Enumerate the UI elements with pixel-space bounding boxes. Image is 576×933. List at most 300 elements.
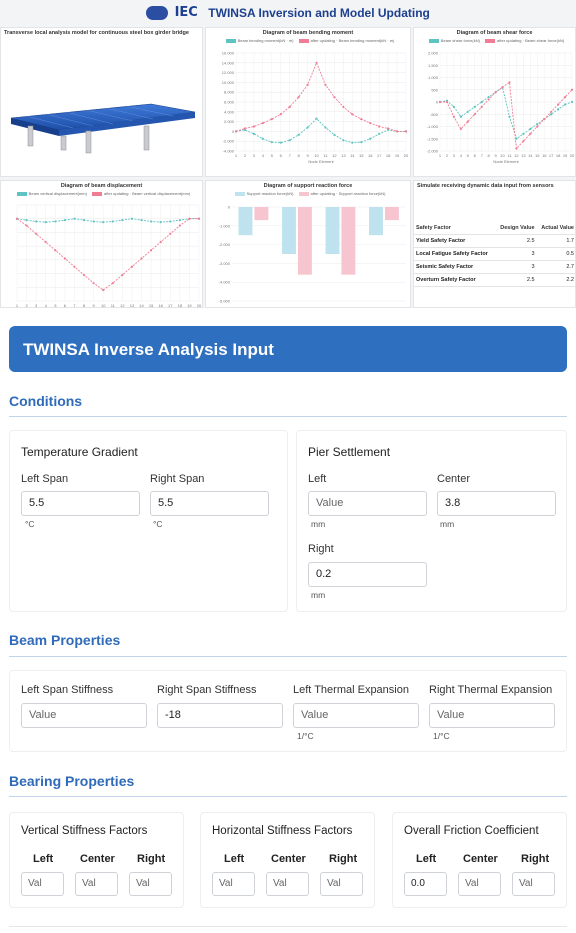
y-tick-label: -2.000 (426, 148, 438, 154)
bridge-model-image (1, 46, 204, 176)
table-cell: Local Fatigue Safety Factor (414, 248, 495, 261)
table-cell: 1.7 (537, 235, 576, 248)
data-point (333, 134, 335, 136)
x-tick-label: 19 (562, 153, 568, 158)
data-point (446, 101, 448, 103)
shear-title: Diagram of beam shear force (456, 30, 533, 36)
x-tick-label: 17 (548, 153, 554, 158)
data-point (150, 220, 152, 222)
x-tick-label: 7 (288, 153, 291, 158)
data-point (508, 81, 510, 83)
bar (239, 207, 253, 235)
bar (254, 207, 268, 220)
data-point (298, 134, 300, 136)
y-tick-label: 2.000 (223, 119, 234, 125)
model-panel (0, 27, 203, 177)
x-tick-label: 16 (541, 153, 547, 158)
x-tick-label: 12 (120, 303, 125, 308)
pier-center-unit: mm (440, 519, 455, 529)
x-tick-label: 3 (252, 153, 256, 158)
model-panel-title: Transverse local analysis model for continuous steel box girder bridge (4, 30, 189, 36)
data-point (306, 126, 308, 128)
legend-swatch-blue (235, 192, 245, 196)
bottom-divider (9, 926, 567, 927)
x-tick-label: 7 (73, 303, 76, 308)
data-point (16, 218, 18, 220)
right-stiffness-label: Right Span Stiffness (157, 684, 257, 696)
data-point (280, 142, 282, 144)
bar (298, 207, 312, 275)
data-point (508, 116, 510, 118)
pier-center-input[interactable]: 3.8 (437, 491, 556, 516)
x-tick-label: 16 (367, 153, 373, 158)
y-tick-label: 500 (431, 87, 438, 93)
x-tick-label: 5 (466, 153, 469, 158)
data-point (262, 138, 264, 140)
data-point (253, 125, 255, 127)
y-tick-label: -1.000 (218, 223, 230, 229)
friction-center-input[interactable]: Val (458, 872, 501, 896)
data-point (64, 219, 66, 221)
data-point (271, 141, 273, 143)
x-tick-label: 10 (314, 153, 319, 158)
horizontal-center-label: Center (271, 853, 306, 865)
data-point (571, 89, 573, 91)
section-divider (9, 416, 567, 417)
x-tick-label: 7 (480, 153, 483, 158)
data-point (474, 113, 476, 115)
right-span-label: Right Span (150, 473, 205, 485)
data-point (160, 221, 162, 223)
x-tick-label: 18 (177, 303, 183, 308)
data-point (140, 257, 142, 259)
bar (341, 207, 355, 275)
section-divider (9, 796, 567, 797)
legend-swatch-teal (226, 39, 236, 43)
data-point (306, 84, 308, 86)
data-point (488, 96, 490, 98)
data-point (169, 233, 171, 235)
data-point (131, 218, 133, 220)
data-point (515, 147, 517, 149)
vertical-center-label: Center (80, 853, 115, 865)
series-line (236, 63, 406, 132)
y-tick-label: 10.000 (221, 79, 234, 85)
x-tick-label: 2 (25, 303, 28, 308)
data-point (360, 141, 362, 143)
x-tick-label: 19 (187, 303, 192, 308)
reaction-title: Diagram of support reaction force (263, 183, 353, 189)
iec-logo-icon (146, 6, 168, 20)
data-point (351, 113, 353, 115)
table-cell: 3 (495, 261, 536, 274)
data-point (25, 224, 27, 226)
data-point (501, 86, 503, 88)
y-tick-label: 0 (435, 99, 438, 105)
x-tick-label: 12 (514, 153, 519, 158)
data-point (102, 289, 104, 291)
data-point (35, 220, 37, 222)
y-tick-label: 1.500 (427, 62, 438, 68)
pier-right-input[interactable]: 0.2 (308, 562, 427, 587)
legend-swatch-pink (299, 192, 309, 196)
x-tick-label: 12 (332, 153, 337, 158)
reaction-panel (205, 180, 411, 308)
data-point (83, 274, 85, 276)
right-thermal-expansion-input[interactable]: Value (429, 703, 555, 728)
left-stiffness-label: Left Span Stiffness (21, 684, 114, 696)
x-tick-label: 4 (459, 153, 462, 158)
table-cell: 2.5 (495, 274, 536, 287)
left-span-label: Left Span (21, 473, 69, 485)
pier-center-label: Center (437, 473, 471, 485)
y-tick-label: 2.000 (427, 50, 438, 56)
data-point (54, 220, 56, 222)
x-tick-label: 9 (494, 153, 497, 158)
temp-left-span-input[interactable]: 5.5 (21, 491, 140, 516)
table-cell: Overturn Safety Factor (414, 274, 495, 287)
dashboard-preview (0, 0, 576, 308)
displacement-chart (1, 197, 204, 309)
data-point (324, 126, 326, 128)
y-tick-label: 6.000 (223, 99, 234, 105)
pier-right-unit: mm (311, 590, 326, 600)
right-thermal-label: Right Thermal Expansion (429, 684, 553, 696)
data-point (481, 101, 483, 103)
temp-left-unit: °C (25, 519, 35, 529)
x-tick-label: 11 (110, 303, 115, 308)
x-tick-label: 18 (555, 153, 561, 158)
x-tick-label: 6 (279, 153, 282, 158)
data-point (271, 118, 273, 120)
data-point (150, 249, 152, 251)
x-tick-label: 11 (507, 153, 512, 158)
bearing-section-title: Bearing Properties (9, 773, 135, 789)
vertical-left-label: Left (33, 853, 54, 865)
y-tick-label: -1.500 (426, 136, 438, 142)
data-point (396, 130, 398, 132)
data-point (522, 133, 524, 135)
shear-chart (414, 45, 576, 177)
conditions-section-title: Conditions (9, 393, 83, 409)
temp-right-span-input[interactable]: 5.5 (150, 491, 269, 516)
y-tick-label: 0 (227, 204, 230, 210)
data-point (460, 116, 462, 118)
x-tick-label: 9 (92, 303, 95, 308)
brand-logo-text: IEC (174, 5, 198, 21)
right-thermal-unit: 1/°C (433, 731, 450, 741)
x-tick-label: 1 (234, 153, 238, 158)
friction-center-label: Center (463, 853, 498, 865)
x-tick-label: 3 (452, 153, 456, 158)
table-cell: 2.5 (495, 235, 536, 248)
data-point (93, 220, 95, 222)
form-title: TWINSA Inverse Analysis Input (23, 340, 274, 359)
y-tick-label: -5.000 (218, 298, 230, 304)
bar (326, 207, 340, 254)
horizontal-right-label: Right (329, 853, 358, 865)
vertical-left-input[interactable]: Val (21, 872, 64, 896)
pier-left-input[interactable]: Value (308, 491, 427, 516)
data-point (315, 62, 317, 64)
y-tick-label: -500 (429, 111, 438, 117)
data-point (102, 221, 104, 223)
series-line (440, 87, 572, 138)
data-point (488, 98, 490, 100)
data-point (315, 118, 317, 120)
data-point (73, 218, 75, 220)
horizontal-right-input[interactable]: Val (320, 872, 363, 896)
x-tick-label: 14 (350, 153, 355, 158)
left-thermal-expansion-input[interactable]: Value (293, 703, 419, 728)
brand-bar (0, 4, 576, 26)
data-point (550, 111, 552, 113)
data-point (550, 113, 552, 115)
legend-swatch-teal (17, 192, 27, 196)
vertical-right-label: Right (137, 853, 166, 865)
data-point (235, 130, 237, 132)
x-tick-label: 10 (100, 303, 106, 308)
data-point (387, 127, 389, 129)
displacement-title: Diagram of beam displacement (60, 183, 143, 189)
horizontal-stiffness-title: Horizontal Stiffness Factors (212, 825, 353, 837)
data-point (405, 130, 407, 132)
y-tick-label: 12.000 (221, 70, 234, 76)
pier-left-unit: mm (311, 519, 326, 529)
moment-title: Diagram of beam bending moment (262, 30, 354, 36)
x-tick-label: 14 (528, 153, 533, 158)
left-span-stiffness-input[interactable]: Value (21, 703, 147, 728)
moment-panel (205, 27, 411, 177)
data-point (45, 221, 47, 223)
horizontal-left-label: Left (224, 853, 245, 865)
friction-title: Overall Friction Coefficient (404, 825, 539, 837)
x-axis-label: Node Element (308, 159, 334, 164)
data-point (131, 266, 133, 268)
legend-label: Beam bending moment(kN · m) (237, 38, 294, 43)
moment-chart (206, 45, 412, 177)
data-point (121, 274, 123, 276)
data-point (529, 133, 531, 135)
reaction-chart (206, 197, 412, 309)
table-cell: 0.5 (537, 248, 576, 261)
y-tick-label: 8.000 (223, 89, 234, 95)
x-tick-label: 13 (129, 303, 135, 308)
pier-left-label: Left (308, 473, 327, 485)
data-point (557, 103, 559, 105)
x-tick-label: 8 (82, 303, 86, 308)
legend-label: Beam shear force(kN) (440, 38, 480, 43)
data-point (179, 224, 181, 226)
table-row (414, 261, 576, 274)
data-point (83, 219, 85, 221)
x-tick-label: 17 (376, 153, 382, 158)
series-line (17, 219, 199, 290)
left-thermal-label: Left Thermal Expansion (293, 684, 409, 696)
y-tick-label: -3.000 (218, 260, 230, 266)
data-point (179, 219, 181, 221)
x-tick-label: 3 (35, 303, 38, 308)
x-tick-label: 17 (168, 303, 173, 308)
legend-swatch-pink (299, 39, 309, 43)
temp-right-unit: °C (153, 519, 163, 529)
data-point (351, 142, 353, 144)
data-point (93, 282, 95, 284)
legend-label: after updating · Beam bending moment(kN · m) (310, 38, 395, 43)
simulate-title: Simulate receiving dynamic data input from sensors (417, 183, 554, 189)
table-header: Actual Value (537, 222, 576, 235)
friction-right-input[interactable]: Val (512, 872, 555, 896)
y-tick-label: 14.000 (221, 60, 234, 66)
table-row (414, 248, 576, 261)
y-tick-label: -2.000 (222, 138, 234, 144)
data-point (253, 133, 255, 135)
x-tick-label: 5 (54, 303, 57, 308)
moment-legend (206, 38, 410, 43)
horizontal-left-input[interactable]: Val (212, 872, 255, 896)
x-tick-label: 5 (270, 153, 273, 158)
horizontal-center-input[interactable]: Val (266, 872, 309, 896)
shear-legend (414, 38, 575, 43)
reaction-legend (206, 191, 410, 196)
legend-label: Beam vertical displacement(mm) (28, 191, 87, 196)
data-point (342, 139, 344, 141)
x-tick-label: 1 (438, 153, 442, 158)
table-header: Design Value (495, 222, 536, 235)
x-axis-label: Node Element (493, 159, 519, 164)
form-header (9, 326, 567, 372)
beam-section-title: Beam Properties (9, 632, 121, 648)
x-tick-label: 20 (403, 153, 409, 158)
data-point (369, 122, 371, 124)
vertical-center-input[interactable]: Val (75, 872, 118, 896)
table-cell: Yield Safety Factor (414, 235, 495, 248)
x-tick-label: 11 (323, 153, 328, 158)
x-tick-label: 2 (445, 153, 449, 158)
y-tick-label: 1.000 (427, 75, 438, 80)
vertical-stiffness-title: Vertical Stiffness Factors (21, 825, 148, 837)
table-cell: Seismic Safety Factor (414, 261, 495, 274)
pier-right-label: Right (308, 543, 334, 555)
series-line (17, 219, 199, 222)
data-point (64, 257, 66, 259)
data-point (522, 140, 524, 142)
legend-swatch-teal (429, 39, 439, 43)
data-point (536, 123, 538, 125)
friction-left-input[interactable]: 0.0 (404, 872, 447, 896)
data-point (378, 125, 380, 127)
x-tick-label: 4 (44, 303, 47, 308)
friction-left-label: Left (416, 853, 437, 865)
legend-swatch-pink (485, 39, 495, 43)
data-point (529, 128, 531, 130)
data-point (262, 122, 264, 124)
data-point (289, 139, 291, 141)
y-tick-label: -1.000 (426, 124, 438, 129)
data-point (54, 249, 56, 251)
legend-label: after updating · Support reaction force(kN) (310, 191, 386, 196)
data-point (121, 219, 123, 221)
displacement-panel (0, 180, 203, 308)
table-header: Safety Factor (414, 222, 495, 235)
series-line (236, 119, 406, 143)
legend-label: after updating · Beam shear force(kN) (497, 38, 565, 43)
legend-swatch-pink (92, 192, 102, 196)
data-point (169, 220, 171, 222)
table-cell: 2.7 (537, 261, 576, 274)
data-point (25, 219, 27, 221)
data-point (244, 127, 246, 129)
table-row (414, 274, 576, 287)
vertical-right-input[interactable]: Val (129, 872, 172, 896)
x-tick-label: 15 (359, 153, 364, 158)
data-point (73, 266, 75, 268)
right-span-stiffness-input[interactable]: -18 (157, 703, 283, 728)
x-tick-label: 1 (15, 303, 19, 308)
data-point (571, 101, 573, 103)
data-point (198, 218, 200, 220)
data-point (112, 220, 114, 222)
data-point (564, 96, 566, 98)
x-tick-label: 8 (487, 153, 490, 158)
data-point (324, 84, 326, 86)
section-divider (9, 656, 567, 657)
y-tick-label: -4.000 (218, 279, 230, 285)
friction-right-label: Right (521, 853, 550, 865)
data-point (140, 219, 142, 221)
y-tick-label: 0 (231, 128, 234, 134)
data-point (439, 101, 441, 103)
data-point (460, 128, 462, 130)
x-tick-label: 15 (535, 153, 540, 158)
x-tick-label: 20 (196, 303, 202, 308)
x-tick-label: 16 (158, 303, 163, 308)
x-tick-label: 15 (148, 303, 154, 308)
left-thermal-unit: 1/°C (297, 731, 314, 741)
y-tick-label: 4.000 (223, 109, 234, 115)
data-point (112, 282, 114, 284)
table-row (414, 235, 576, 248)
x-tick-label: 20 (569, 153, 575, 158)
x-tick-label: 14 (139, 303, 144, 308)
data-point (467, 111, 469, 113)
data-point (453, 106, 455, 108)
y-tick-label: -4.000 (222, 148, 234, 154)
displacement-legend (1, 191, 202, 196)
data-point (474, 106, 476, 108)
table-cell: 2.2 (537, 274, 576, 287)
x-tick-label: 10 (500, 153, 505, 158)
bar (369, 207, 383, 235)
data-point (35, 233, 37, 235)
data-point (342, 106, 344, 108)
data-point (536, 125, 538, 127)
table-header-row (414, 222, 576, 235)
y-tick-label: -2.000 (218, 242, 230, 248)
bar (385, 207, 399, 220)
data-point (298, 96, 300, 98)
data-point (494, 91, 496, 93)
x-tick-label: 19 (394, 153, 400, 158)
data-point (467, 121, 469, 123)
legend-label: Support reaction force(kN) (246, 191, 294, 196)
temperature-title: Temperature Gradient (21, 445, 138, 459)
data-point (360, 118, 362, 120)
data-point (333, 96, 335, 98)
app-title: TWINSA Inversion and Model Updating (208, 5, 430, 20)
legend-label: after updating · Beam vertical displacement(mm) (104, 191, 191, 196)
x-tick-label: 4 (261, 153, 264, 158)
